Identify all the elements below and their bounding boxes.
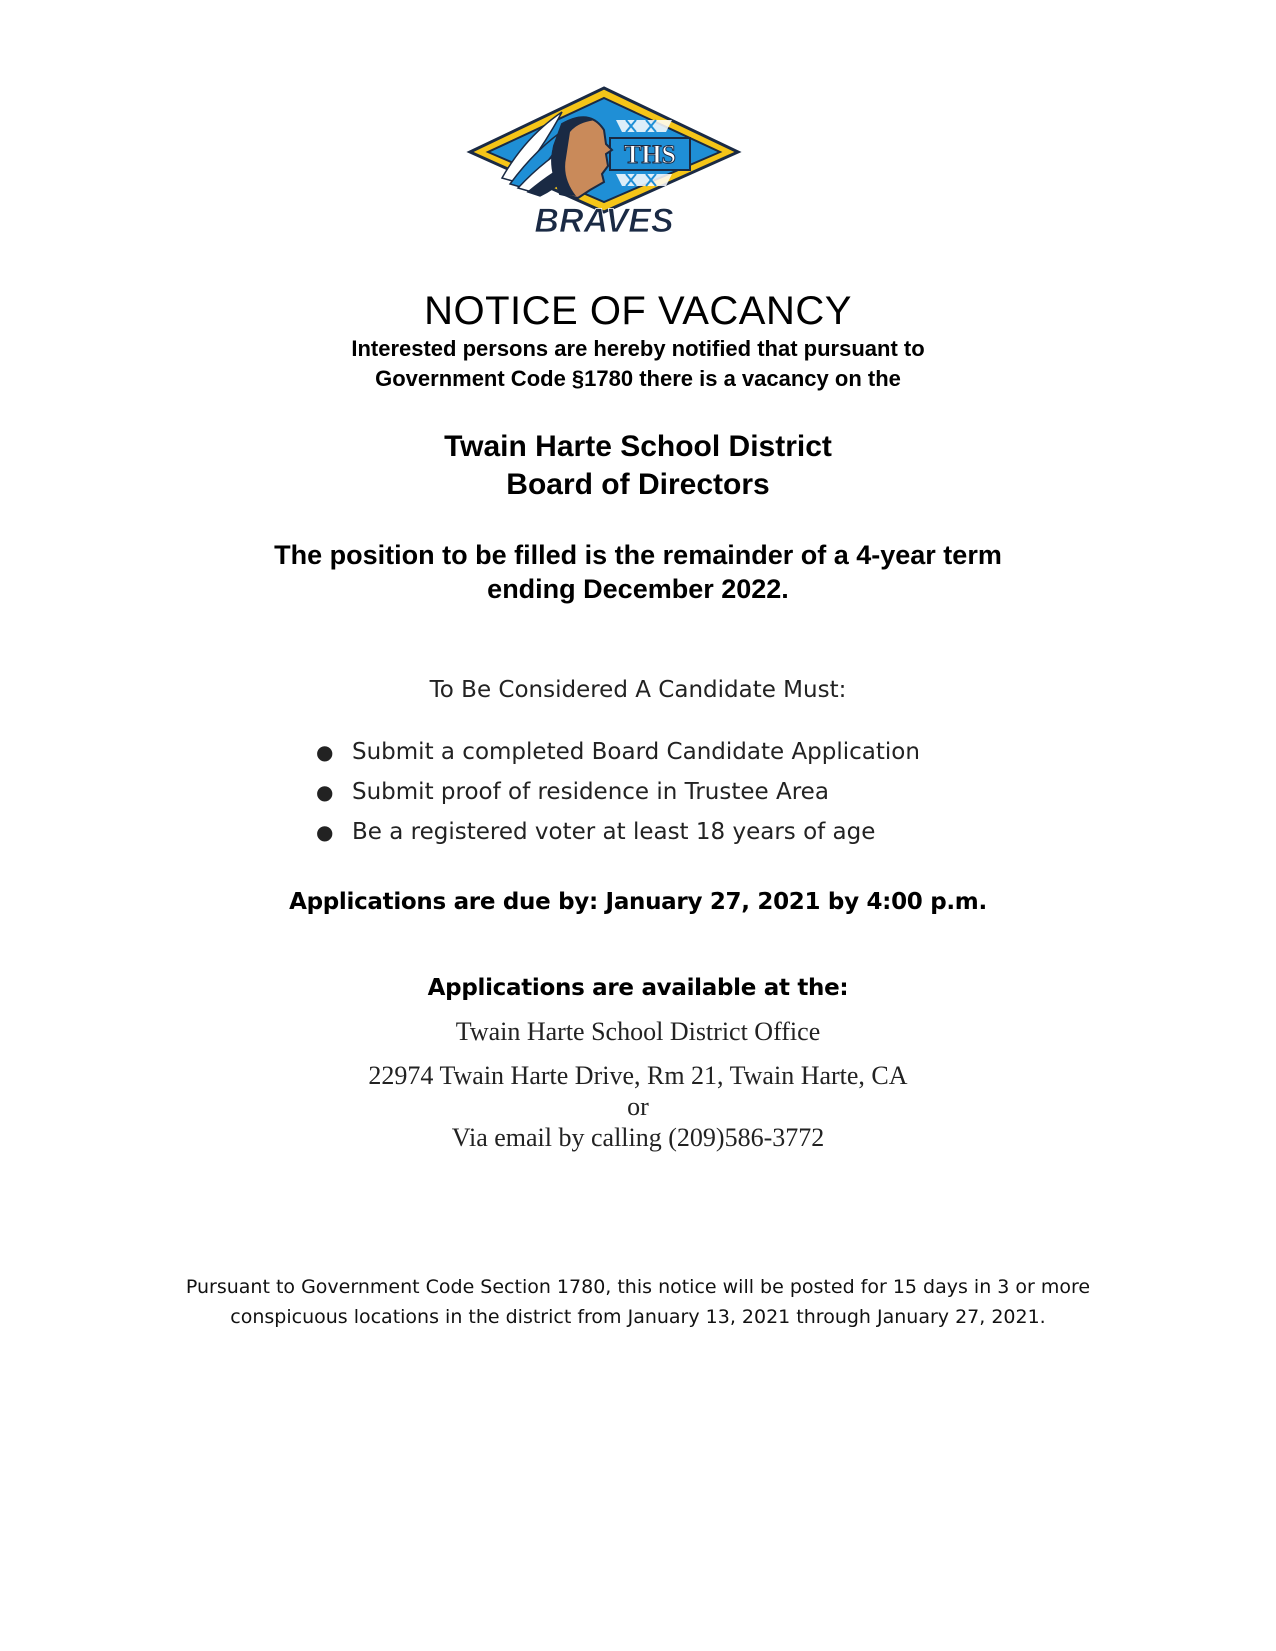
or-text: or <box>627 1092 649 1121</box>
office-address: 22974 Twain Harte Drive, Rm 21, Twain Harte, CA <box>368 1061 908 1090</box>
email-phone-line: Via email by calling (209)586-3772 <box>451 1123 825 1152</box>
requirement-text: Be a registered voter at least 18 years of age <box>352 819 876 845</box>
intro-line-2: Government Code §1780 there is a vacancy on the <box>375 366 901 391</box>
district-heading <box>0 428 1276 504</box>
requirements-list <box>310 732 920 852</box>
page-title: NOTICE OF VACANCY <box>424 289 852 333</box>
bullet-icon: ● <box>316 740 334 764</box>
term-line-2: ending December 2022. <box>487 574 789 604</box>
district-name: Twain Harte School District <box>444 430 832 463</box>
requirement-text: Submit proof of residence in Trustee Area <box>352 779 829 805</box>
logo-initials: THS <box>623 140 677 169</box>
office-name: Twain Harte School District Office <box>455 1017 821 1046</box>
term-line-1: The position to be filled is the remainder of a 4-year term <box>274 540 1002 570</box>
office-block <box>0 1015 1276 1155</box>
board-name: Board of Directors <box>506 468 770 501</box>
bullet-icon: ● <box>316 780 334 804</box>
footer-line-1: Pursuant to Government Code Section 1780, this notice will be posted for 15 days in 3 or more <box>185 1276 1091 1298</box>
footer-line-2: conspicuous locations in the district from January 13, 2021 through January 27, 2021. <box>230 1306 1046 1328</box>
posting-footer <box>0 1272 1276 1332</box>
requirements-heading: To Be Considered A Candidate Must: <box>429 677 847 703</box>
intro-paragraph <box>0 334 1276 394</box>
bullet-icon: ● <box>316 820 334 844</box>
list-item <box>310 732 920 772</box>
requirement-text: Submit a completed Board Candidate Application <box>352 739 920 765</box>
term-statement <box>0 538 1276 606</box>
ths-braves-logo <box>466 86 742 238</box>
deadline-text: Applications are due by: January 27, 2021 by 4:00 p.m. <box>289 889 987 915</box>
intro-line-1: Interested persons are hereby notified that pursuant to <box>351 336 925 361</box>
list-item <box>310 812 920 852</box>
logo-name: BRAVES <box>534 202 674 238</box>
list-item <box>310 772 920 812</box>
availability-heading: Applications are available at the: <box>427 975 849 1001</box>
